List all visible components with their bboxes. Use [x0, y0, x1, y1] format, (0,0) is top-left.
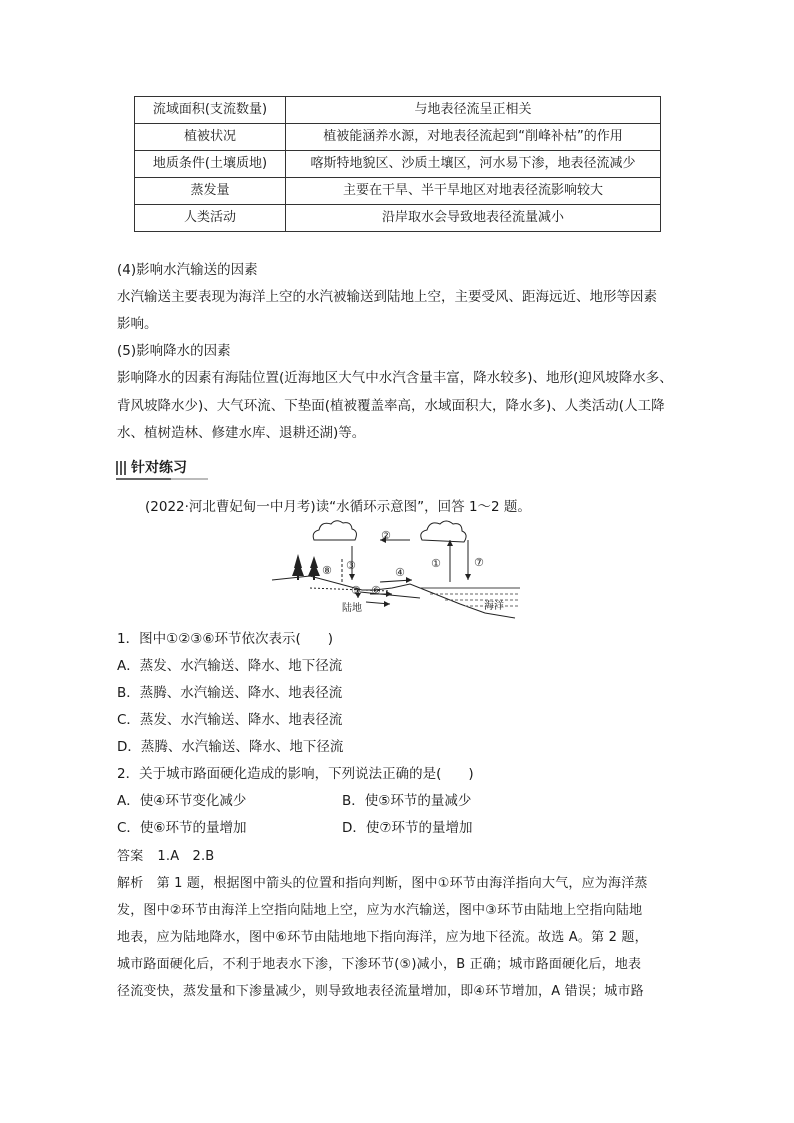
effect-cell: 植被能涵养水源，对地表径流起到“削峰补枯”的作用 [286, 124, 661, 151]
answer-text: 1.A 2.B [157, 849, 215, 864]
analysis-line: 发，图中②环节由海洋上空指向陆地上空，应为水汽输送，图中③环节由陆地上空指向陆地 [117, 903, 643, 918]
factor-cell: 流域面积(支流数量) [135, 97, 286, 124]
q1-option-d: D．蒸腾、水汽输送、降水、地下径流 [117, 739, 344, 755]
label-land: 陆地 [342, 603, 362, 614]
q2-option-a: A．使④环节变化减少 [117, 793, 247, 809]
water-cycle-diagram [270, 518, 530, 620]
label-7: ⑦ [474, 556, 484, 569]
q2-option-c: C．使⑥环节的量增加 [117, 820, 247, 836]
analysis-line: 径流变快，蒸发量和下渗量减少，则导致地表径流量增加，即④环节增加，A 错误；城市路 [117, 984, 644, 999]
label-1: ① [431, 557, 441, 570]
section4-text-line: 影响。 [117, 316, 158, 332]
table-row [135, 205, 661, 232]
analysis-line: 解析 第 1 题，根据图中箭头的位置和指向判断，图中①环节由海洋指向大气，应为海洋蒸 [117, 876, 648, 891]
table-row [135, 97, 661, 124]
table-row [135, 151, 661, 178]
header-marker-icon [116, 461, 126, 475]
factor-cell: 地质条件(土壤质地) [135, 151, 286, 178]
label-5: ⑤ [351, 584, 361, 597]
analysis-line: 城市路面硬化后，不利于地表水下渗，下渗环节(⑤)减小，B 正确；城市路面硬化后，地表 [117, 957, 642, 972]
effect-cell: 与地表径流呈正相关 [286, 97, 661, 124]
label-4: ④ [395, 566, 405, 579]
q1-option-a: A．蒸发、水汽输送、降水、地下径流 [117, 658, 343, 674]
effect-cell: 喀斯特地貌区、沙质土壤区，河水易下渗，地表径流减少 [286, 151, 661, 178]
cloud-right-icon [421, 521, 466, 542]
factor-table [134, 96, 661, 232]
header-underline [116, 478, 208, 480]
practice-title: 针对练习 [131, 460, 187, 476]
section4-heading: (4)影响水汽输送的因素 [117, 262, 258, 278]
q2-option-b: B．使⑤环节的量减少 [342, 793, 472, 809]
q1-option-b: B．蒸腾、水汽输送、降水、地表径流 [117, 685, 343, 701]
section5-text-line: 水、植树造林、修建水库、退耕还湖)等。 [117, 425, 366, 441]
section5-text-line: 背风坡降水少)、大气环流、下垫面(植被覆盖率高，水域面积大，降水多)、人类活动(人工降 [117, 398, 665, 414]
q1-option-c: C．蒸发、水汽输送、降水、地表径流 [117, 712, 343, 728]
q2-stem: 2．关于城市路面硬化造成的影响，下列说法正确的是( ) [117, 766, 474, 782]
analysis-line: 地表，应为陆地降水，图中⑥环节由陆地地下指向海洋，应为地下径流。故选 A。第 2 题， [117, 930, 648, 945]
label-3: ③ [346, 559, 356, 572]
effect-cell: 沿岸取水会导致地表径流量减小 [286, 205, 661, 232]
label-ocean: 海洋 [484, 601, 504, 612]
section4-text-line: 水汽输送主要表现为海洋上空的水汽被输送到陆地上空，主要受风、距海远近、地形等因素 [117, 289, 657, 305]
q1-stem: 1．图中①②③⑥环节依次表示( ) [117, 631, 334, 647]
answer-line [117, 845, 214, 869]
section5-heading: (5)影响降水的因素 [117, 343, 231, 359]
practice-header [116, 459, 206, 477]
effect-cell: 主要在干旱、半干旱地区对地表径流影响较大 [286, 178, 661, 205]
factor-cell: 植被状况 [135, 124, 286, 151]
table-row [135, 178, 661, 205]
land-surface [272, 576, 515, 618]
label-6: ⑥ [371, 584, 381, 597]
answer-label: 答案 [117, 849, 144, 864]
table-row [135, 124, 661, 151]
factor-cell: 蒸发量 [135, 178, 286, 205]
practice-intro: (2022·河北曹妃甸一中月考)读“水循环示意图”，回答 1～2 题。 [145, 499, 531, 515]
cloud-left-icon [313, 521, 356, 540]
label-8: ⑧ [322, 564, 332, 577]
q2-option-d: D．使⑦环节的量增加 [342, 820, 473, 836]
section5-text-line: 影响降水的因素有海陆位置(近海地区大气中水汽含量丰富，降水较多)、地形(迎风坡降水多、 [117, 370, 673, 386]
factor-cell: 人类活动 [135, 205, 286, 232]
label-2: ② [381, 529, 391, 542]
